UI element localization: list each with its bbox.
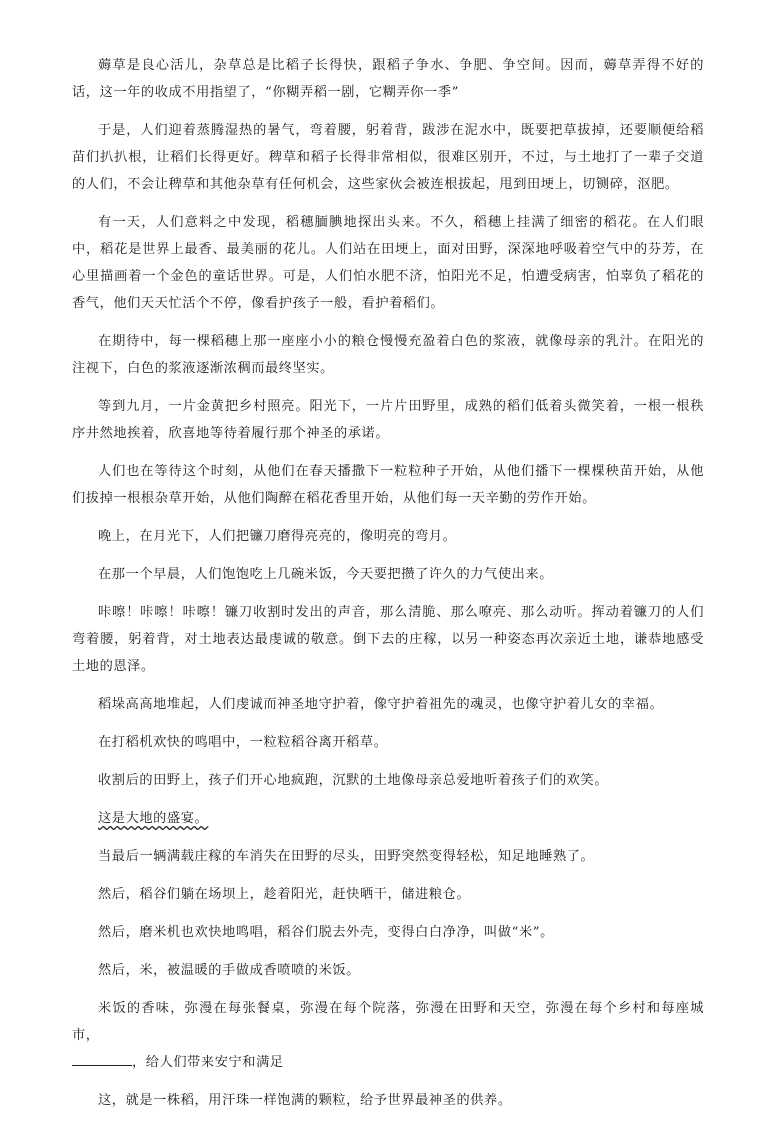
- fill-in-blank: [72, 1051, 132, 1066]
- paragraph-conclusion: 这，就是一株稻，用汗珠一样饱满的颗粒，给予世界最神圣的供养。: [98, 1093, 512, 1108]
- paragraph-morning: 在那一个早晨，人们饱饱吃上几碗米饭，今天要把攒了许久的力气使出来。: [98, 567, 553, 582]
- aroma-text: 米饭的香味，弥漫在每张餐桌，弥漫在每个院落，弥漫在田野和天空，弥漫在每个乡村和每座城市，: [72, 1001, 704, 1043]
- paragraph-sharpening: 晚上，在月光下，人们把镰刀磨得亮亮的，像明亮的弯月。: [98, 529, 457, 544]
- paragraph-last-cart: 当最后一辆满载庄稼的车消失在田野的尽头，田野突然变得轻松，知足地睡熟了。: [98, 849, 595, 864]
- paragraph-drying: 然后，稻谷们躺在场坝上，趁着阳光，赶快晒干，储进粮仓。: [98, 887, 471, 902]
- paragraph-rice-flowers: 有一天，人们意料之中发现，稻穗腼腆地探出头来。不久，稻穗上挂满了细密的稻花。在人们眼中，稻花是世界上最香、最美丽的花儿。人们站在田埂上，面对田野，深深地呼吸着空气中的芬芳，在心里描画着一个金色的童话世界。可是，人们怕水肥不济，怕阳光不足，怕遭受病害，怕辜负了稻花的香气，他们天天忙活个不停，像看护孩子一般，看护着稻们。: [72, 215, 704, 311]
- feast-sentence: 这是大地的盛宴。: [98, 811, 209, 826]
- paragraph-pulling-weeds: 于是，人们迎着蒸腾湿热的暑气，弯着腰，躬着背，跋涉在泥水中，既要把草拔掉，还要顺便给稻苗们扒扒根，让稻们长得更好。稗草和稻子长得非常相似，很难区别开，不过，与土地打了一辈子交道的人们，不会让稗草和其他杂草有任何机会，这些家伙会被连根拔起，甩到田埂上，切铡碎，沤肥。: [72, 123, 704, 192]
- paragraph-children: 收割后的田野上，孩子们开心地疯跑，沉默的土地像母亲总爱地听着孩子们的欢笑。: [98, 773, 609, 788]
- paragraph-milling: 然后，磨米机也欢快地鸣唱，稻谷们脱去外壳，变得白白净净，叫做“米”。: [98, 925, 554, 940]
- paragraph-feast: [72, 805, 704, 832]
- aroma-ending: ，给人们带来安宁和满足: [132, 1055, 284, 1070]
- paragraph-cooking: 然后，米，被温暖的手做成香喷喷的米饭。: [98, 963, 360, 978]
- paragraph-waiting: 人们也在等待这个时刻，从他们在春天播撒下一粒粒种子开始，从他们播下一棵棵秧苗开始，从他们拔掉一根根杂草开始，从他们陶醉在稻花香里开始，从他们每一天辛勤的劳作开始。: [72, 464, 704, 506]
- paragraph-weeding: 薅草是良心活儿，杂草总是比稻子长得快，跟稻子争水、争肥、争空间。因而，薅草弄得不好的话，这一年的收成不用指望了，“你糊弄稻一剧，它糊弄你一季”: [72, 58, 704, 100]
- paragraph-aroma: [72, 995, 704, 1076]
- document-page: [72, 52, 704, 1125]
- paragraph-harvest: 咔嚓！咔嚓！咔嚓！镰刀收割时发出的声音，那么清脆、那么嘹亮、那么动听。挥动着镰刀的人们弯着腰，躬着背，对土地表达最虔诚的敬意。倒下去的庄稼，以另一种姿态再次亲近土地，谦恭地感受土地的恩泽。: [72, 605, 704, 674]
- paragraph-september: 等到九月，一片金黄把乡村照亮。阳光下，一片片田野里，成熟的稻们低着头微笑着，一根一根秩序井然地挨着，欣喜地等待着履行那个神圣的承诺。: [72, 399, 704, 441]
- paragraph-threshing: 在打稻机欢快的鸣唱中，一粒粒稻谷离开稻草。: [98, 735, 388, 750]
- paragraph-stacks: 稻垛高高地堆起，人们虔诚而神圣地守护着，像守护着祖先的魂灵，也像守护着儿女的幸福。: [98, 697, 664, 712]
- paragraph-grain-filling: 在期待中，每一棵稻穗上那一座座小小的粮仓慢慢充盈着白色的浆液，就像母亲的乳汁。在阳光的注视下，白色的浆液逐渐浓稠而最终坚实。: [72, 334, 704, 376]
